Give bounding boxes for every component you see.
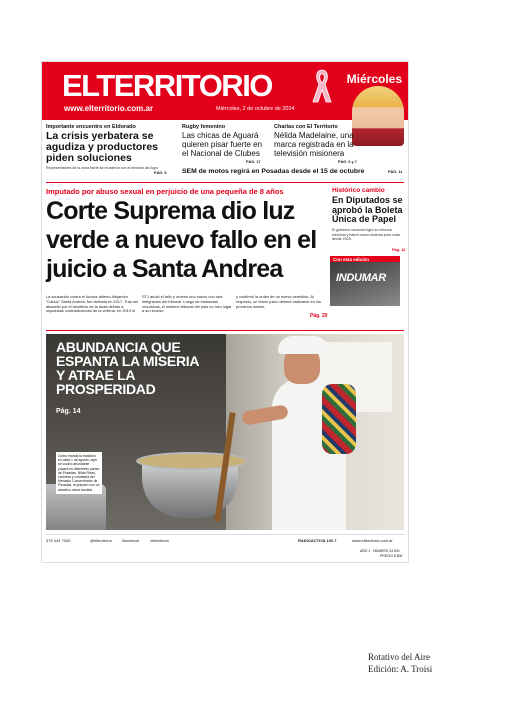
teaser-middle-page: PÁG. 17 [246, 160, 261, 164]
insert-label: Con esta edición [330, 256, 400, 264]
photo-pot-rim [136, 452, 248, 470]
side-page: Pág. 12 [392, 248, 406, 252]
footer-phone: 376 444 7000 [46, 538, 71, 543]
main-page: Pág. 20 [310, 313, 328, 319]
side-kicker: Histórico cambio [332, 187, 385, 194]
teaser-left-kicker: Importante encuentro en Eldorado [46, 124, 136, 130]
teaser-left-title: La crisis yerbatera se agudiza y productores piden soluciones [46, 130, 159, 164]
main-headline: Corte Suprema dio luz verde a nuevo fallo en el juicio a Santa Andrea [46, 197, 317, 283]
footer-price: PRECIO $ 800 [380, 554, 403, 558]
insert-thumbnail [330, 262, 400, 306]
front-photo [46, 334, 404, 530]
teaser-middle-kicker: Rugby femenino [182, 124, 226, 130]
teaser-left-note: Representantes de la zona Norte se reunieron con el ministro del Agro [46, 166, 159, 170]
photo-rule [46, 330, 404, 331]
photo-headline: ABUNDANCIA QUE ESPANTA LA MISERIA Y ATRAE LA PROSPERIDAD [56, 339, 199, 397]
footer-instagram: /elterritorio [150, 538, 169, 543]
main-lede-col-2: STJ anuló el fallo y ordenó uno nuevo con otra integración del tribunal. Luego de instancias recursivas, el máximo tribunal del país no hizo lugar a su recurso [142, 294, 232, 314]
photo-page: Pág. 14 [56, 408, 81, 415]
teaser-right-page: PÁG. 6 y 7 [338, 160, 357, 164]
main-lede-col-3: y confirmó la orden de un nuevo veredicto. Al respecto, un tercer juicio deberá realizarse en los próximos meses. [236, 294, 321, 309]
masthead-url: www.elterritorio.com.ar [64, 104, 154, 113]
main-kicker: Imputado por abuso sexual en perjuicio de una pequeña de 8 años [46, 187, 284, 196]
footer-radio: RADIOACTIVA 100.7 [298, 538, 337, 543]
teaser-strip: SEM de motos regirá en Posadas desde el 15 de octubre [182, 168, 365, 175]
photo-cook-dress [322, 384, 356, 454]
insert-brand: INDUMAR [336, 272, 386, 284]
footer-handle: @elterritorio [90, 538, 112, 543]
main-lede-col-1: La acusación contra el locutor alberto Alejandro "Carlos" Santa Andrea, fue definida en 2017. Tras ser absuelto por el beneficio de la duda debido a supuestas contradicciones de la víctima, en 2019 el [46, 294, 139, 314]
credits-line-2: Edición: A. Troisi [368, 663, 433, 674]
teaser-middle-title: Las chicas de Aguará quieren pisar fuerte en el Nacional de Clubes [182, 131, 263, 158]
pink-ribbon-icon [310, 68, 334, 104]
teaser-left-page: PÁG. 9 [154, 171, 167, 175]
newspaper-front-page [42, 62, 408, 562]
photo-cook-cap [278, 336, 328, 354]
teaser-right-title: Nélida Madelaine, una marca registrada en la televisión misionera [274, 131, 354, 158]
teaser-strip-page: PÁG. 11 [388, 170, 403, 174]
weekday: Miércoles [346, 72, 402, 86]
footer-facebook: /facebook [122, 538, 140, 543]
teaser-portrait [352, 86, 404, 146]
edition-credits [368, 652, 432, 675]
footer-web: www.elterritorio.com.ar [352, 538, 393, 543]
page-footer [46, 534, 404, 547]
side-title: En Diputados se aprobó la Boleta Única de Papel [332, 195, 403, 224]
photo-caption: Como manda la tradición en cada 1 de agosto, ayer se cocinó abundante yopará en diferentes partes de Posadas. Nilda Rivas, cocinera y voluntaria del Mercado Concentrador de Posadas, la preparó con un atractivo menú familiar. [56, 452, 102, 494]
credits-line-1: Rotativo del Aire [368, 652, 430, 662]
side-text: El gobierno nacional logró su reforma electoral y habrá nuevo sistema para votar desde 2025. [332, 228, 400, 242]
footer-issue: AÑO 1 · NÚMERO 24.000 [360, 549, 400, 553]
teaser-right-kicker: Charlas con El Territorio [274, 124, 338, 130]
section-rule [46, 182, 404, 183]
newspaper-logo: ELTERRITORIO [62, 68, 272, 103]
masthead-date: Miércoles, 2 de octubre de 2024 [216, 106, 295, 112]
